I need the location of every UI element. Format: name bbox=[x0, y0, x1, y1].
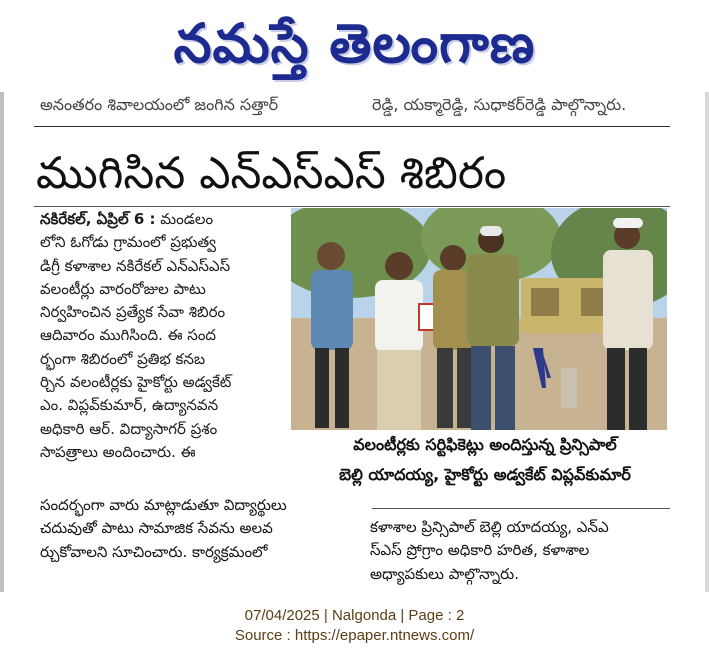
top-rule bbox=[34, 126, 670, 127]
body-line: ర్భంగా శిబిరంలో ప్రతిభ కనబ bbox=[40, 349, 206, 368]
body-line: మండలం bbox=[160, 210, 214, 228]
article-body-column bbox=[40, 208, 288, 464]
headline: ముగిసిన ఎన్ఎస్ఎస్ శిబిరం bbox=[36, 148, 507, 199]
headline-rule bbox=[34, 206, 670, 207]
source-link: Source : https://epaper.ntnews.com/ bbox=[234, 627, 475, 644]
photo-illustration bbox=[291, 208, 667, 430]
body-line: సందర్భంగా వారు మాట్లాడుతూ విద్యార్థులు bbox=[40, 496, 287, 514]
body-line: చదువుతో పాటు సామాజిక సేవను అలవ bbox=[40, 519, 273, 538]
caption-line: బెల్లి యాదయ్య, హైకోర్టు అడ్వకేట్ విప్లవ్‌కుమార్ bbox=[339, 465, 631, 484]
body-line: ఎం. విప్లవ్‌కుమార్, ఉద్యానవన bbox=[40, 396, 219, 415]
body-line: ఆదివారం ముగిసింది. ఈ సంద bbox=[40, 326, 217, 345]
newspaper-logo: నమస్తే తెలంగాణ bbox=[173, 12, 536, 75]
caption-rule bbox=[372, 508, 670, 509]
body-line: ర్చుకోవాలని సూచించారు. కార్యక్రమంలో bbox=[40, 542, 268, 561]
body-line: స్ఎస్ ప్రోగ్రాం అధికారి హరిత, కళాశాల bbox=[370, 541, 590, 560]
photo-caption bbox=[300, 430, 670, 502]
dateline: నకిరేకల్, ఏప్రిల్ 6 : bbox=[40, 210, 156, 228]
news-clipping bbox=[0, 92, 709, 592]
cut-text-right: రెడ్డి, యక్మారెడ్డి, సుధాకర్‌రెడ్డి పాల్గొన్నారు. bbox=[372, 95, 627, 114]
masthead bbox=[0, 0, 709, 92]
body-line: లోని ఓగోడు గ్రామంలో ప్రభుత్వ bbox=[40, 233, 216, 252]
footer bbox=[0, 606, 709, 646]
article-body-wide bbox=[40, 494, 372, 564]
body-line: అధ్యాపకులు పాల్గొన్నారు. bbox=[370, 564, 519, 583]
body-line: సాపత్రాలు అందించారు. ఈ bbox=[40, 442, 196, 461]
body-line: నిర్వహించిన ప్రత్యేక సేవా శిబిరం bbox=[40, 303, 226, 322]
caption-line: వలంటీర్లకు సర్టిఫికెట్లు అందిస్తున్న ప్రిన్సిపాల్ bbox=[353, 435, 617, 454]
body-line: ర్చిన వలంటీర్లకు హైకోర్టు అడ్వకేట్ bbox=[40, 373, 232, 392]
clip-edge-left bbox=[0, 92, 4, 592]
body-line: డిగ్రీ కళాశాల నకిరేకల్ ఎన్ఎస్ఎస్ bbox=[40, 256, 231, 275]
body-line: కళాశాల ప్రిన్సిపాల్ బెల్లి యాదయ్య, ఎన్ఎ bbox=[370, 518, 609, 536]
news-photo bbox=[291, 208, 667, 430]
edition-info: 07/04/2025 | Nalgonda | Page : 2 bbox=[244, 607, 465, 624]
article-body-right bbox=[370, 516, 670, 586]
body-line: అధికారి ఆర్. విద్యాసాగర్ ప్రశం bbox=[40, 419, 218, 438]
body-line: వలంటీర్లు వారంరోజుల పాటు bbox=[40, 279, 206, 298]
cut-text-left: అనంతరం శివాలయంలో జంగిన సత్తార్ bbox=[40, 95, 279, 114]
clip-edge-right bbox=[705, 92, 709, 592]
